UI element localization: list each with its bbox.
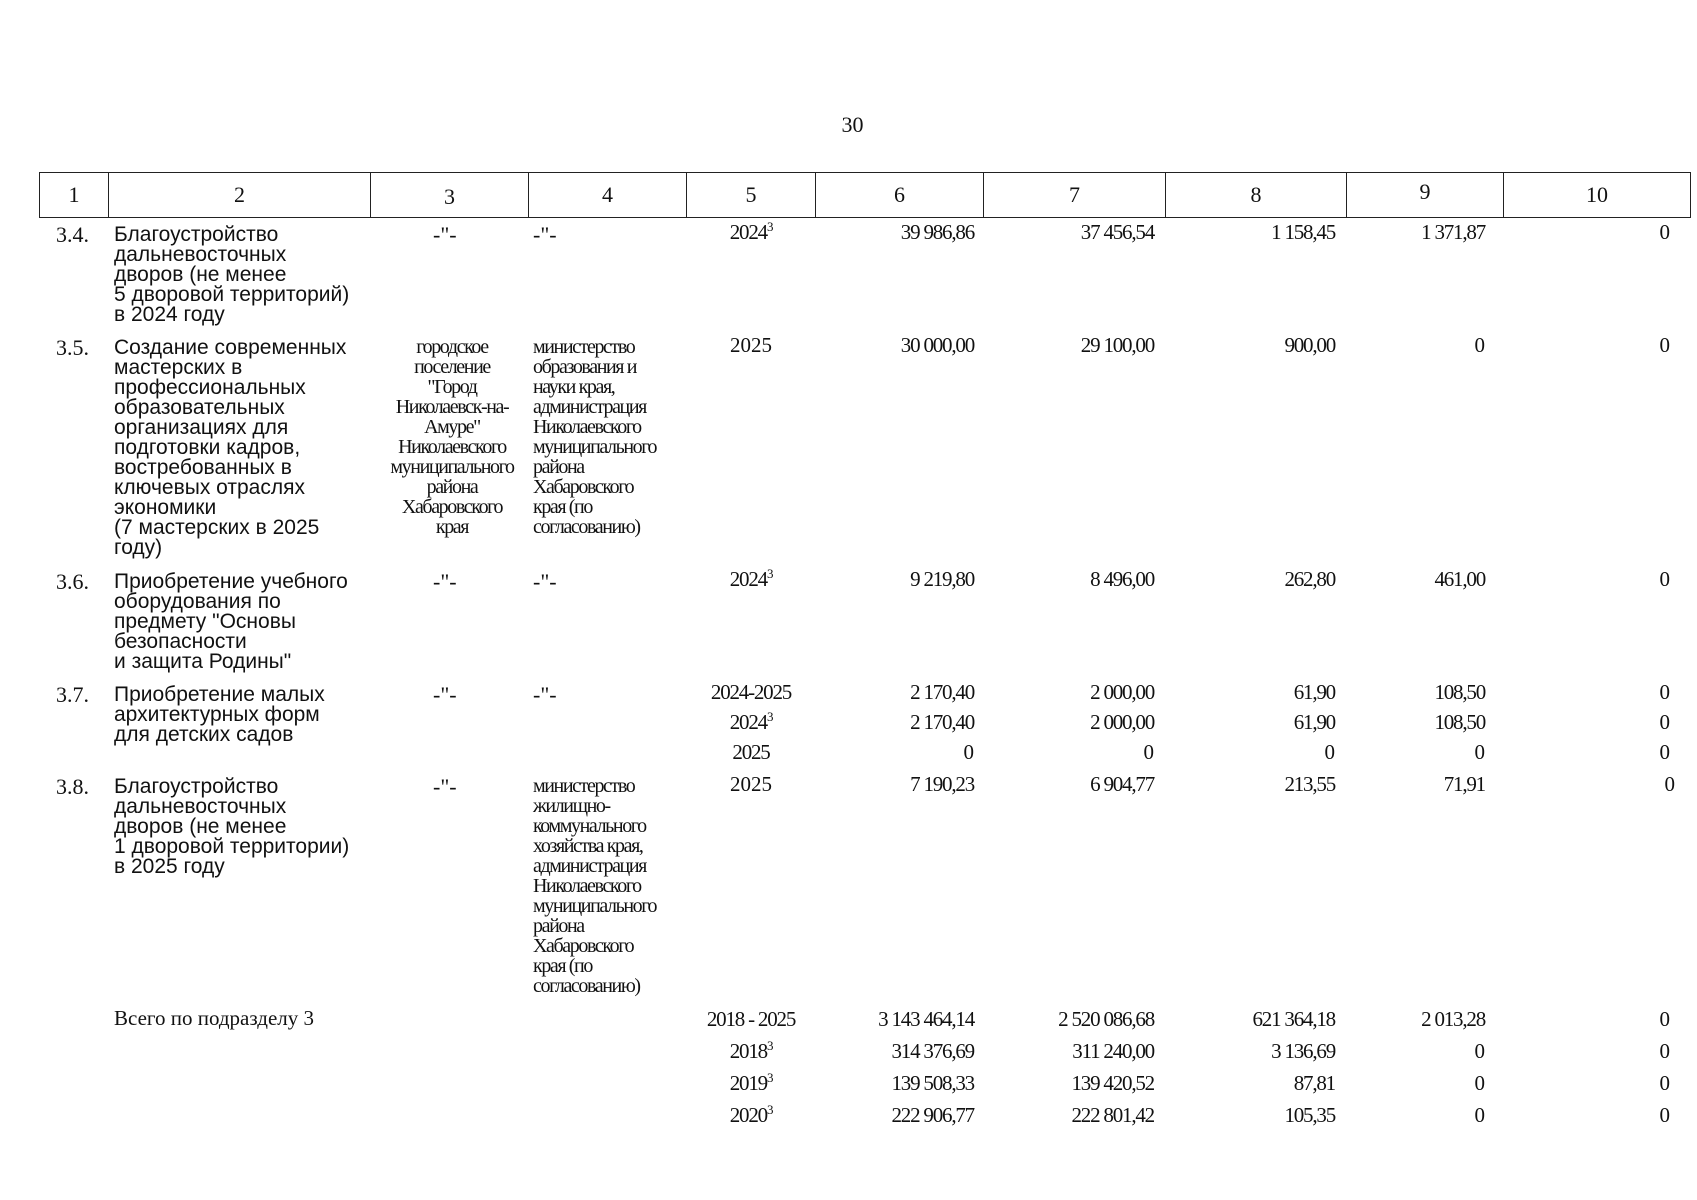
year-cell: 2024$^3$ xyxy=(729,566,773,591)
row-name: Благоустройство дальневосточных дворов (не менее 5 дворовой территорий) в 2024 году xyxy=(114,223,350,326)
value-col8: 3 136,69 xyxy=(1271,1039,1335,1063)
total-label: Всего по подразделу 3 xyxy=(114,1006,315,1030)
year-cell: 2024$^3$ xyxy=(729,219,773,244)
row-code: 3.5. xyxy=(56,335,89,360)
ditto-mark: -"- xyxy=(433,569,457,594)
value-col8: 0 xyxy=(1324,740,1335,764)
value-col8: 105,35 xyxy=(1284,1103,1335,1127)
value-col9: 108,50 xyxy=(1434,710,1485,734)
value-col7: 2 520 086,68 xyxy=(1058,1007,1154,1031)
value-col10: 0 xyxy=(1659,1071,1670,1095)
value-col6: 30 000,00 xyxy=(900,333,974,357)
value-col6: 2 170,40 xyxy=(910,710,974,734)
value-col10: 0 xyxy=(1659,740,1670,764)
value-col10: 0 xyxy=(1659,1007,1670,1031)
header-col-6: 6 xyxy=(816,173,984,218)
ditto-mark: -"- xyxy=(433,222,457,247)
value-col10: 0 xyxy=(1659,1039,1670,1063)
value-col10: 0 xyxy=(1659,710,1670,734)
ditto-mark: -"- xyxy=(533,682,557,707)
value-col7: 2 000,00 xyxy=(1090,710,1154,734)
municipality-cell: городское поселение "Город Николаевск-на- Амуре" Николаевского муниципального района Хабаровского края xyxy=(390,336,514,538)
value-col6: 314 376,69 xyxy=(891,1039,974,1063)
executor-cell: министерство образования и науки края, администрация Николаевского муниципального района Хабаровского края (по согласованию) xyxy=(533,336,657,538)
header-col-9: 9 xyxy=(1347,173,1504,218)
value-col8: 61,90 xyxy=(1293,680,1335,704)
year-cell: 2025 xyxy=(732,740,770,764)
header-col-8: 8 xyxy=(1166,173,1347,218)
value-col8: 1 158,45 xyxy=(1271,220,1335,244)
value-col8: 87,81 xyxy=(1293,1071,1335,1095)
value-col10: 0 xyxy=(1659,567,1670,591)
value-col8: 262,80 xyxy=(1284,567,1335,591)
value-col9: 0 xyxy=(1474,740,1485,764)
value-col6: 39 986,86 xyxy=(900,220,974,244)
row-name: Приобретение учебного оборудования по предмету "Основы безопасности и защита Родины" xyxy=(114,570,348,673)
header-col-4: 4 xyxy=(529,173,687,218)
page-number: 30 xyxy=(841,112,864,137)
value-col9: 2 013,28 xyxy=(1421,1007,1485,1031)
value-col6: 3 143 464,14 xyxy=(878,1007,974,1031)
value-col7: 8 496,00 xyxy=(1090,567,1154,591)
value-col7: 0 xyxy=(1143,740,1154,764)
value-col10: 0 xyxy=(1659,333,1670,357)
row-name: Благоустройство дальневосточных дворов (не менее 1 дворовой территории) в 2025 году xyxy=(114,775,350,878)
year-cell: 2019$^3$ xyxy=(729,1070,773,1095)
year-cell: 2018 - 2025 xyxy=(706,1007,796,1031)
value-col10: 0 xyxy=(1659,220,1670,244)
header-col-3: 3 xyxy=(371,173,529,218)
ditto-mark: -"- xyxy=(433,774,457,799)
header-col-5: 5 xyxy=(687,173,816,218)
year-cell: 2025 xyxy=(730,772,772,796)
value-col10: 0 xyxy=(1659,1103,1670,1127)
year-cell: 2018$^3$ xyxy=(729,1038,773,1063)
value-col7: 139 420,52 xyxy=(1071,1071,1154,1095)
row-name: Создание современных мастерских в профессиональных образовательных организациях для подготовки кадров, востребованных в ключевых отраслях экономики (7 мастерских в 2025 году) xyxy=(114,336,347,559)
value-col8: 621 364,18 xyxy=(1252,1007,1335,1031)
row-code: 3.4. xyxy=(56,222,89,247)
year-cell: 2024$^3$ xyxy=(729,709,773,734)
year-cell: 2020$^3$ xyxy=(729,1102,773,1127)
value-col7: 6 904,77 xyxy=(1090,772,1154,796)
value-col9: 1 371,87 xyxy=(1421,220,1485,244)
value-col6: 139 508,33 xyxy=(891,1071,974,1095)
value-col7: 311 240,00 xyxy=(1072,1039,1154,1063)
value-col9: 0 xyxy=(1474,1039,1485,1063)
year-cell: 2024-2025 xyxy=(710,680,792,704)
value-col7: 2 000,00 xyxy=(1090,680,1154,704)
value-col8: 213,55 xyxy=(1284,772,1335,796)
table-header xyxy=(39,172,1691,218)
header-col-10: 10 xyxy=(1504,173,1691,218)
header-col-7: 7 xyxy=(984,173,1166,218)
value-col9: 0 xyxy=(1474,1103,1485,1127)
header-col-2: 2 xyxy=(109,173,371,218)
header-col-1: 1 xyxy=(40,173,109,218)
row-name: Приобретение малых архитектурных форм для детских садов xyxy=(114,683,325,746)
ditto-mark: -"- xyxy=(433,682,457,707)
row-code: 3.7. xyxy=(56,682,89,707)
year-cell: 2025 xyxy=(730,333,772,357)
value-col7: 37 456,54 xyxy=(1080,220,1154,244)
value-col8: 900,00 xyxy=(1284,333,1335,357)
value-col6: 9 219,80 xyxy=(910,567,974,591)
value-col6: 7 190,23 xyxy=(910,772,974,796)
value-col9: 71,91 xyxy=(1443,772,1485,796)
row-code: 3.8. xyxy=(56,774,89,799)
value-col6: 2 170,40 xyxy=(910,680,974,704)
value-col6: 0 xyxy=(963,740,974,764)
row-code: 3.6. xyxy=(56,569,89,594)
ditto-mark: -"- xyxy=(533,222,557,247)
value-col10: 0 xyxy=(1659,680,1670,704)
value-col6: 222 906,77 xyxy=(891,1103,974,1127)
value-col9: 108,50 xyxy=(1434,680,1485,704)
value-col9: 461,00 xyxy=(1434,567,1485,591)
value-col10: 0 xyxy=(1664,772,1675,796)
value-col7: 222 801,42 xyxy=(1071,1103,1154,1127)
value-col9: 0 xyxy=(1474,333,1485,357)
value-col8: 61,90 xyxy=(1293,710,1335,734)
value-col9: 0 xyxy=(1474,1071,1485,1095)
ditto-mark: -"- xyxy=(533,569,557,594)
executor-cell: министерство жилищно- коммунального хозяйства края, администрация Николаевского муниципального района Хабаровского края (по согласованию) xyxy=(533,775,657,997)
value-col7: 29 100,00 xyxy=(1080,333,1154,357)
